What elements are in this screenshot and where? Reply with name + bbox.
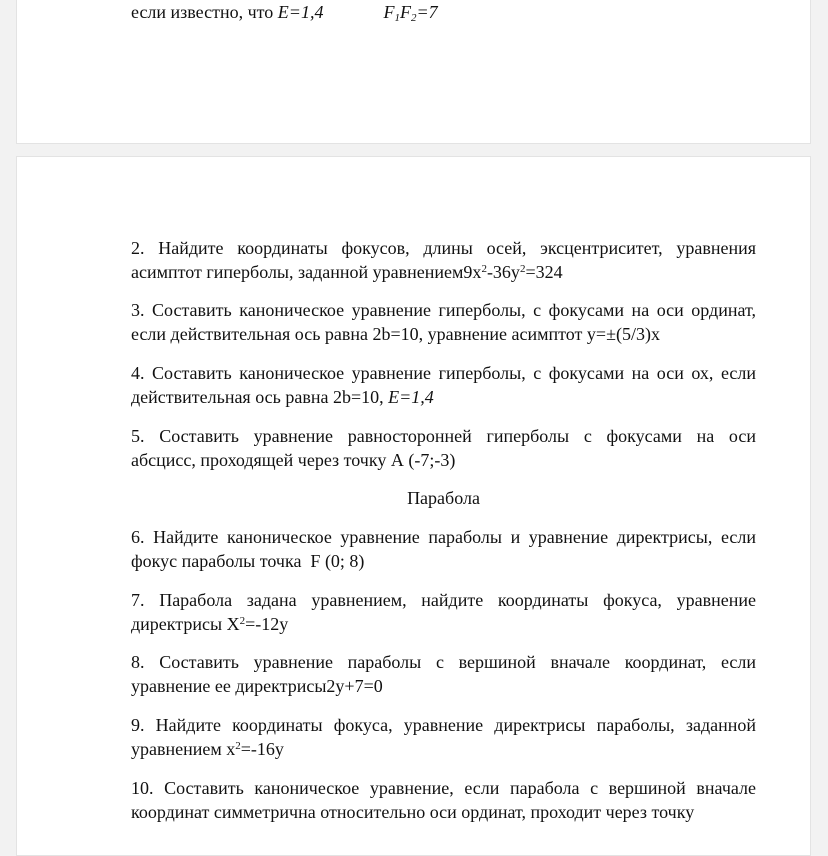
problem-7-line-2: директрисы $X^2=-12y$	[131, 614, 289, 634]
problem-2-line-1: 2. Найдите координаты фокусов, длины осей, эксцентриситет, уравнения	[131, 238, 756, 258]
eccentricity-value: E=1,4	[277, 2, 324, 22]
problem-9-line-2: уравнением $x^2=-16y$	[131, 739, 284, 759]
problem-6-line-2: фокус параболы точка F (0; 8)	[131, 551, 365, 571]
document-page-2	[16, 156, 811, 856]
problem-3-line-1: 3. Составить каноническое уравнение гиперболы, с фокусами на оси ординат,	[131, 300, 756, 320]
document-page-1	[16, 0, 811, 144]
problem-9-line-1: 9. Найдите координаты фокуса, уравнение директрисы параболы, заданной	[131, 715, 756, 735]
problem-8-line-2: уравнение ее директрисы2y+7=0	[131, 676, 383, 696]
problem-8-line-1: 8. Составить уравнение параболы с вершиной вначале координат, если	[131, 652, 756, 672]
focal-distance: $F_1F_2=7$	[383, 2, 438, 24]
section-heading-parabola: Парабола	[407, 488, 480, 508]
problem-4-line-2: действительная ось равна 2b=10, E=1,4	[131, 387, 434, 407]
problem-3-line-2: если действительная ось равна 2b=10, уравнение асимптот y=±(5/3)x	[131, 324, 660, 344]
problem-5-line-2: абсцисс, проходящей через точку А (-7;-3)	[131, 450, 456, 470]
condition-line: если известно, что E=1,4 $F_1F_2=7$	[131, 2, 438, 24]
problem-4-line-1: 4. Составить каноническое уравнение гиперболы, с фокусами на оси ох, если	[131, 363, 756, 383]
problem-5-line-1: 5. Составить уравнение равносторонней гиперболы с фокусами на оси	[131, 426, 756, 446]
problem-10-line-2: координат симметрична относительно оси ординат, проходит через точку	[131, 802, 695, 822]
problem-7-line-1: 7. Парабола задана уравнением, найдите координаты фокуса, уравнение	[131, 590, 756, 610]
problem-10-line-1: 10. Составить каноническое уравнение, если парабола с вершиной вначале	[131, 778, 756, 798]
problem-6-line-1: 6. Найдите каноническое уравнение параболы и уравнение директрисы, если	[131, 527, 756, 547]
problem-2-line-2: асимптот гиперболы, заданной $уравнением9x^2-36y^2=324$	[131, 262, 563, 282]
